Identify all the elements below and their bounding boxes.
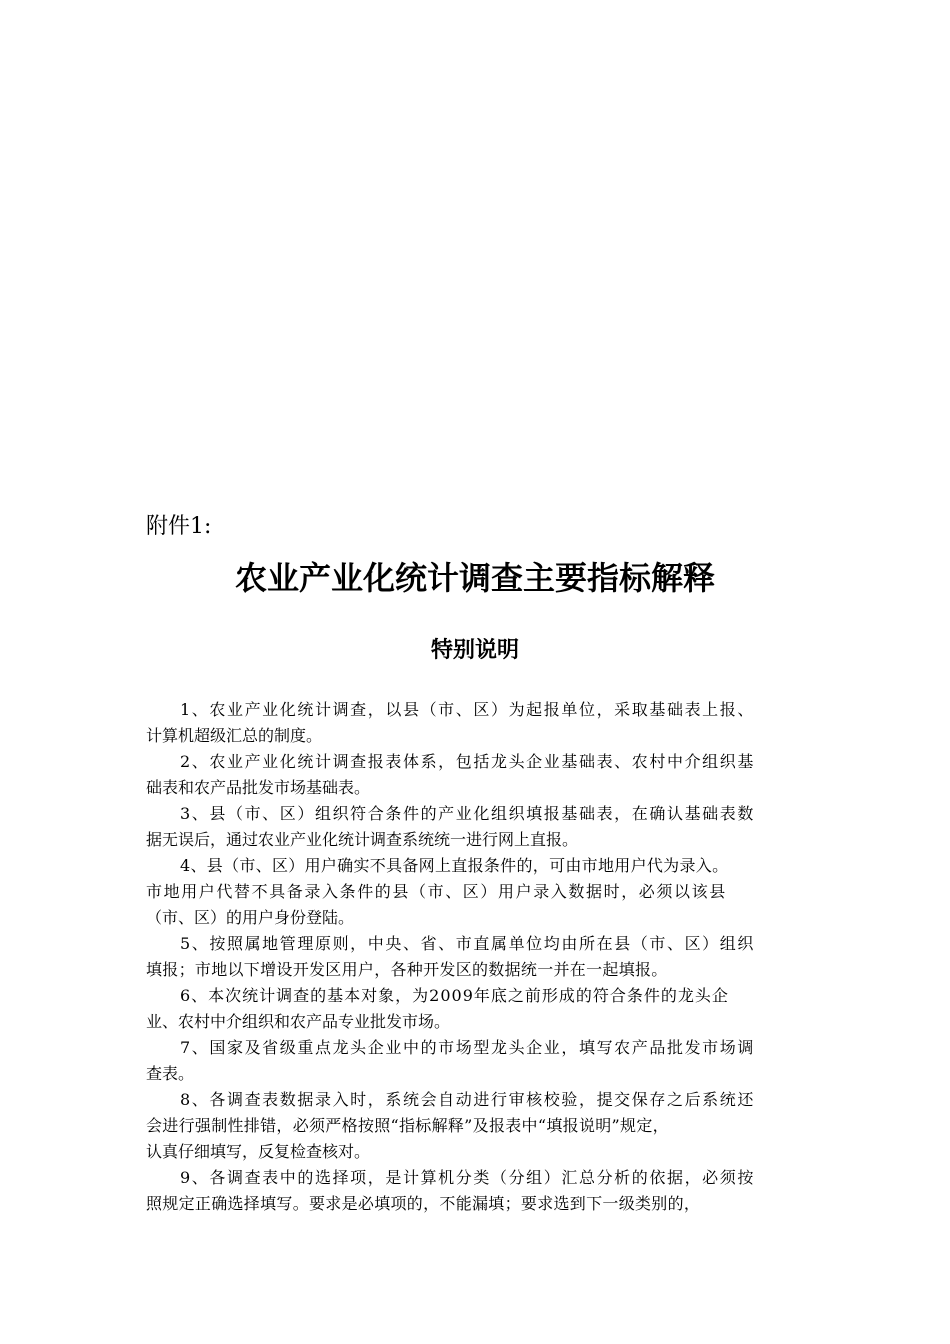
section-title: 特别说明: [430, 638, 519, 663]
paragraph-line: 6、本次统计调查的基本对象，为2009年底之前形成的符合条件的龙头企: [180, 986, 729, 1005]
body-text: [146, 697, 810, 1217]
paragraph-line: 计算机超级汇总的制度。: [146, 726, 323, 745]
paragraph-line: 3、县（市、区）组织符合条件的产业化组织填报基础表，在确认基础表数: [180, 804, 755, 823]
paragraph-line: 会进行强制性排错，必须严格按照“指标解释”及报表中“填报说明”规定，: [146, 1116, 669, 1135]
document-title: 农业产业化统计调查主要指标解释: [234, 559, 715, 597]
paragraph-line: 1、农业产业化统计调查，以县（市、区）为起报单位，采取基础表上报、: [180, 700, 755, 719]
paragraph-line: 据无误后，通过农业产业化统计调查系统统一进行网上直报。: [146, 830, 579, 849]
paragraph-line: 填报；市地以下增设开发区用户，各种开发区的数据统一并在一起填报。: [146, 960, 668, 979]
paragraph-line: 5、按照属地管理原则，中央、省、市直属单位均由所在县（市、区）组织: [180, 934, 755, 953]
paragraph-line: 础表和农产品批发市场基础表。: [146, 778, 371, 797]
paragraph-line: 8、各调查表数据录入时，系统会自动进行审核校验，提交保存之后系统还: [180, 1090, 755, 1109]
paragraph-line: 2、农业产业化统计调查报表体系，包括龙头企业基础表、农村中介组织基: [180, 752, 755, 771]
paragraph-line: 查表。: [146, 1064, 195, 1083]
paragraph-line: 业、农村中介组织和农产品专业批发市场。: [146, 1012, 451, 1031]
paragraph-line: 照规定正确选择填写。要求是必填项的，不能漏填；要求选到下一级类别的，: [146, 1194, 701, 1213]
paragraph-line: （市、区）的用户身份登陆。: [146, 908, 355, 927]
attachment-label: 附件1:: [146, 514, 212, 539]
paragraph-line: 市地用户代替不具备录入条件的县（市、区）用户录入数据时，必须以该县: [146, 882, 727, 901]
paragraph-line: 7、国家及省级重点龙头企业中的市场型龙头企业，填写农产品批发市场调: [180, 1038, 755, 1057]
paragraph-line: 认真仔细填写，反复检查核对。: [146, 1142, 371, 1161]
paragraph-line: 9、各调查表中的选择项，是计算机分类（分组）汇总分析的依据，必须按: [180, 1168, 755, 1187]
paragraph-line: 4、县（市、区）用户确实不具备网上直报条件的，可由市地用户代为录入。: [180, 856, 729, 875]
